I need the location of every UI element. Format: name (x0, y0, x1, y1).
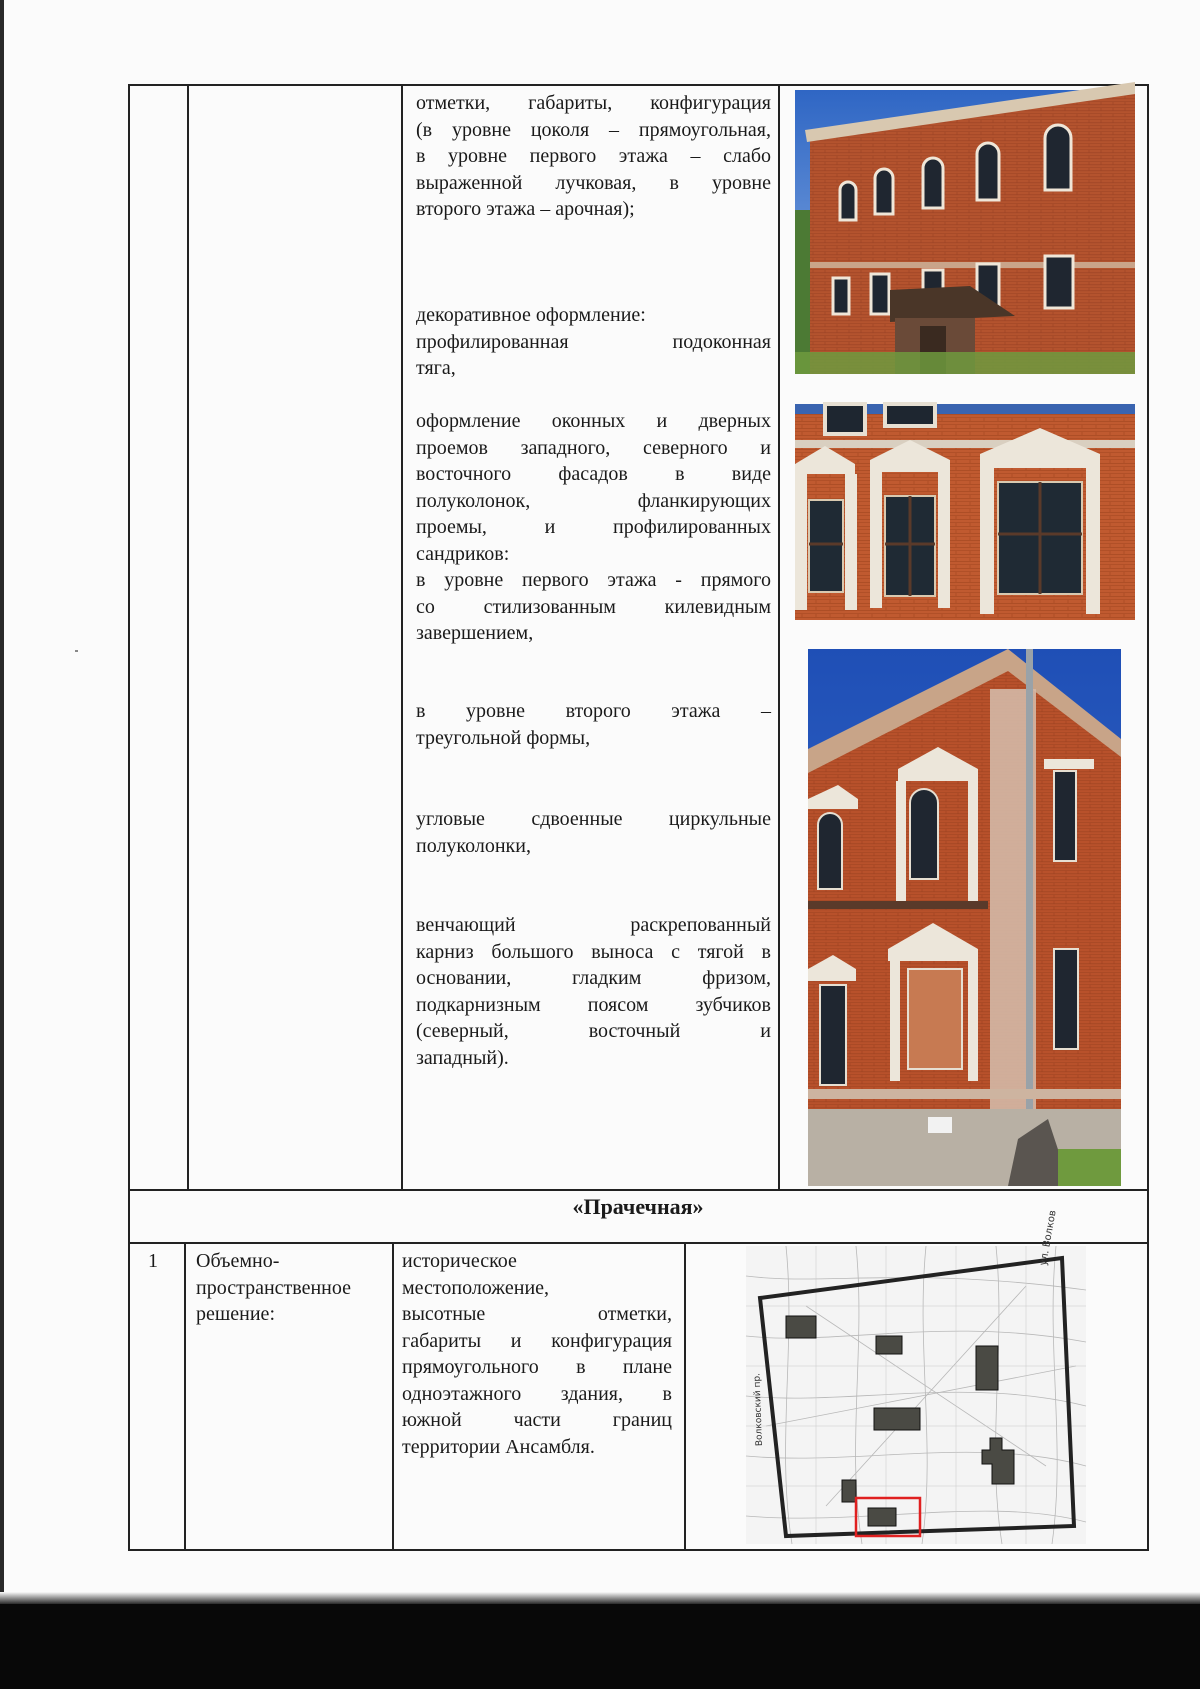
text-line: полуколонки, (416, 834, 531, 857)
site-plan-map (746, 1209, 1086, 1544)
text-line: оформление оконных и дверных (416, 410, 771, 432)
table-left-border (128, 84, 130, 1550)
text-line: восточного фасадов в виде (416, 463, 771, 485)
text-line: проемы, и профилированных (416, 516, 771, 538)
text-line: прямоугольного в плане (402, 1356, 672, 1378)
text-line: габариты и конфигурация (402, 1329, 672, 1352)
text-line: пространственное (196, 1276, 351, 1299)
text-line: проемов западного, северного и (416, 436, 771, 459)
table-top-border (128, 84, 1149, 86)
col-divider-3 (778, 84, 780, 1190)
text-block-openings (416, 408, 771, 647)
corner-photo (808, 649, 1121, 1186)
text-line: угловые сдвоенные циркульные (416, 808, 771, 830)
facade-photo (795, 90, 1135, 374)
text-block-second-floor (416, 698, 771, 751)
scan-bottom-edge (0, 1604, 1200, 1689)
row1-col-divider-3 (684, 1242, 686, 1550)
table-right-border (1147, 84, 1149, 1550)
text-line: выраженной лучковая, в уровне (416, 171, 771, 194)
text-line: решение: (196, 1303, 275, 1325)
row-description (402, 1248, 672, 1460)
row-divider-section (128, 1189, 1149, 1191)
text-block-dimensions (416, 90, 771, 223)
row-number: 1 (148, 1250, 158, 1272)
text-line: Объемно- (196, 1250, 280, 1272)
text-line: основании, гладким фризом, (416, 967, 771, 989)
text-line: отметки, габариты, конфигурация (416, 92, 771, 114)
text-line: историческое (402, 1250, 517, 1272)
text-line: тяга, (416, 357, 456, 379)
scan-edge (0, 0, 4, 1600)
street-label-north: ул. Волков (1038, 1209, 1059, 1267)
table-bottom-border (128, 1549, 1149, 1551)
text-line: завершением, (416, 622, 534, 644)
col-divider-2 (401, 84, 403, 1190)
row1-col-divider-2 (392, 1242, 394, 1550)
text-line: высотные отметки, (402, 1303, 672, 1325)
section-title: «Прачечная» (572, 1194, 704, 1219)
text-line: профилированная подоконная (416, 330, 771, 353)
text-line: (северный, восточный и (416, 1020, 771, 1042)
row-name (196, 1248, 386, 1328)
text-block-cornice (416, 912, 771, 1071)
row1-col-divider-1 (184, 1242, 186, 1550)
col-divider-1 (187, 84, 189, 1190)
text-line: в уровне первого этажа - прямого (416, 569, 771, 591)
text-line: карниз большого выноса с тягой в (416, 940, 771, 963)
text-line: декоративное оформление: (416, 304, 646, 326)
text-line: западный). (416, 1046, 509, 1069)
street-label-west: Волковский пр. (752, 1372, 765, 1447)
text-line: в уровне первого этажа – слабо (416, 145, 771, 167)
text-line: одноэтажного здания, в (402, 1382, 672, 1405)
text-line: полуколонок, фланкирующих (416, 489, 771, 512)
text-line: второго этажа – арочная); (416, 198, 635, 220)
text-block-decoration (416, 302, 771, 382)
text-line: южной части границ (402, 1409, 672, 1431)
text-line: в уровне второго этажа – (416, 700, 771, 722)
text-block-half-columns (416, 806, 771, 859)
window-surrounds-photo (795, 404, 1135, 620)
text-line: территории Ансамбля. (402, 1435, 595, 1458)
text-line: треугольной формы, (416, 726, 591, 749)
text-line: со стилизованным килевидным (416, 595, 771, 618)
text-line: (в уровне цоколя – прямоугольная, (416, 118, 771, 141)
text-line: подкарнизным поясом зубчиков (416, 993, 771, 1016)
scan-speck (75, 650, 78, 652)
row-divider-row1 (128, 1242, 1149, 1244)
text-line: венчающий раскрепованный (416, 914, 771, 936)
text-line: сандриков: (416, 542, 510, 565)
text-line: местоположение, (402, 1276, 550, 1299)
